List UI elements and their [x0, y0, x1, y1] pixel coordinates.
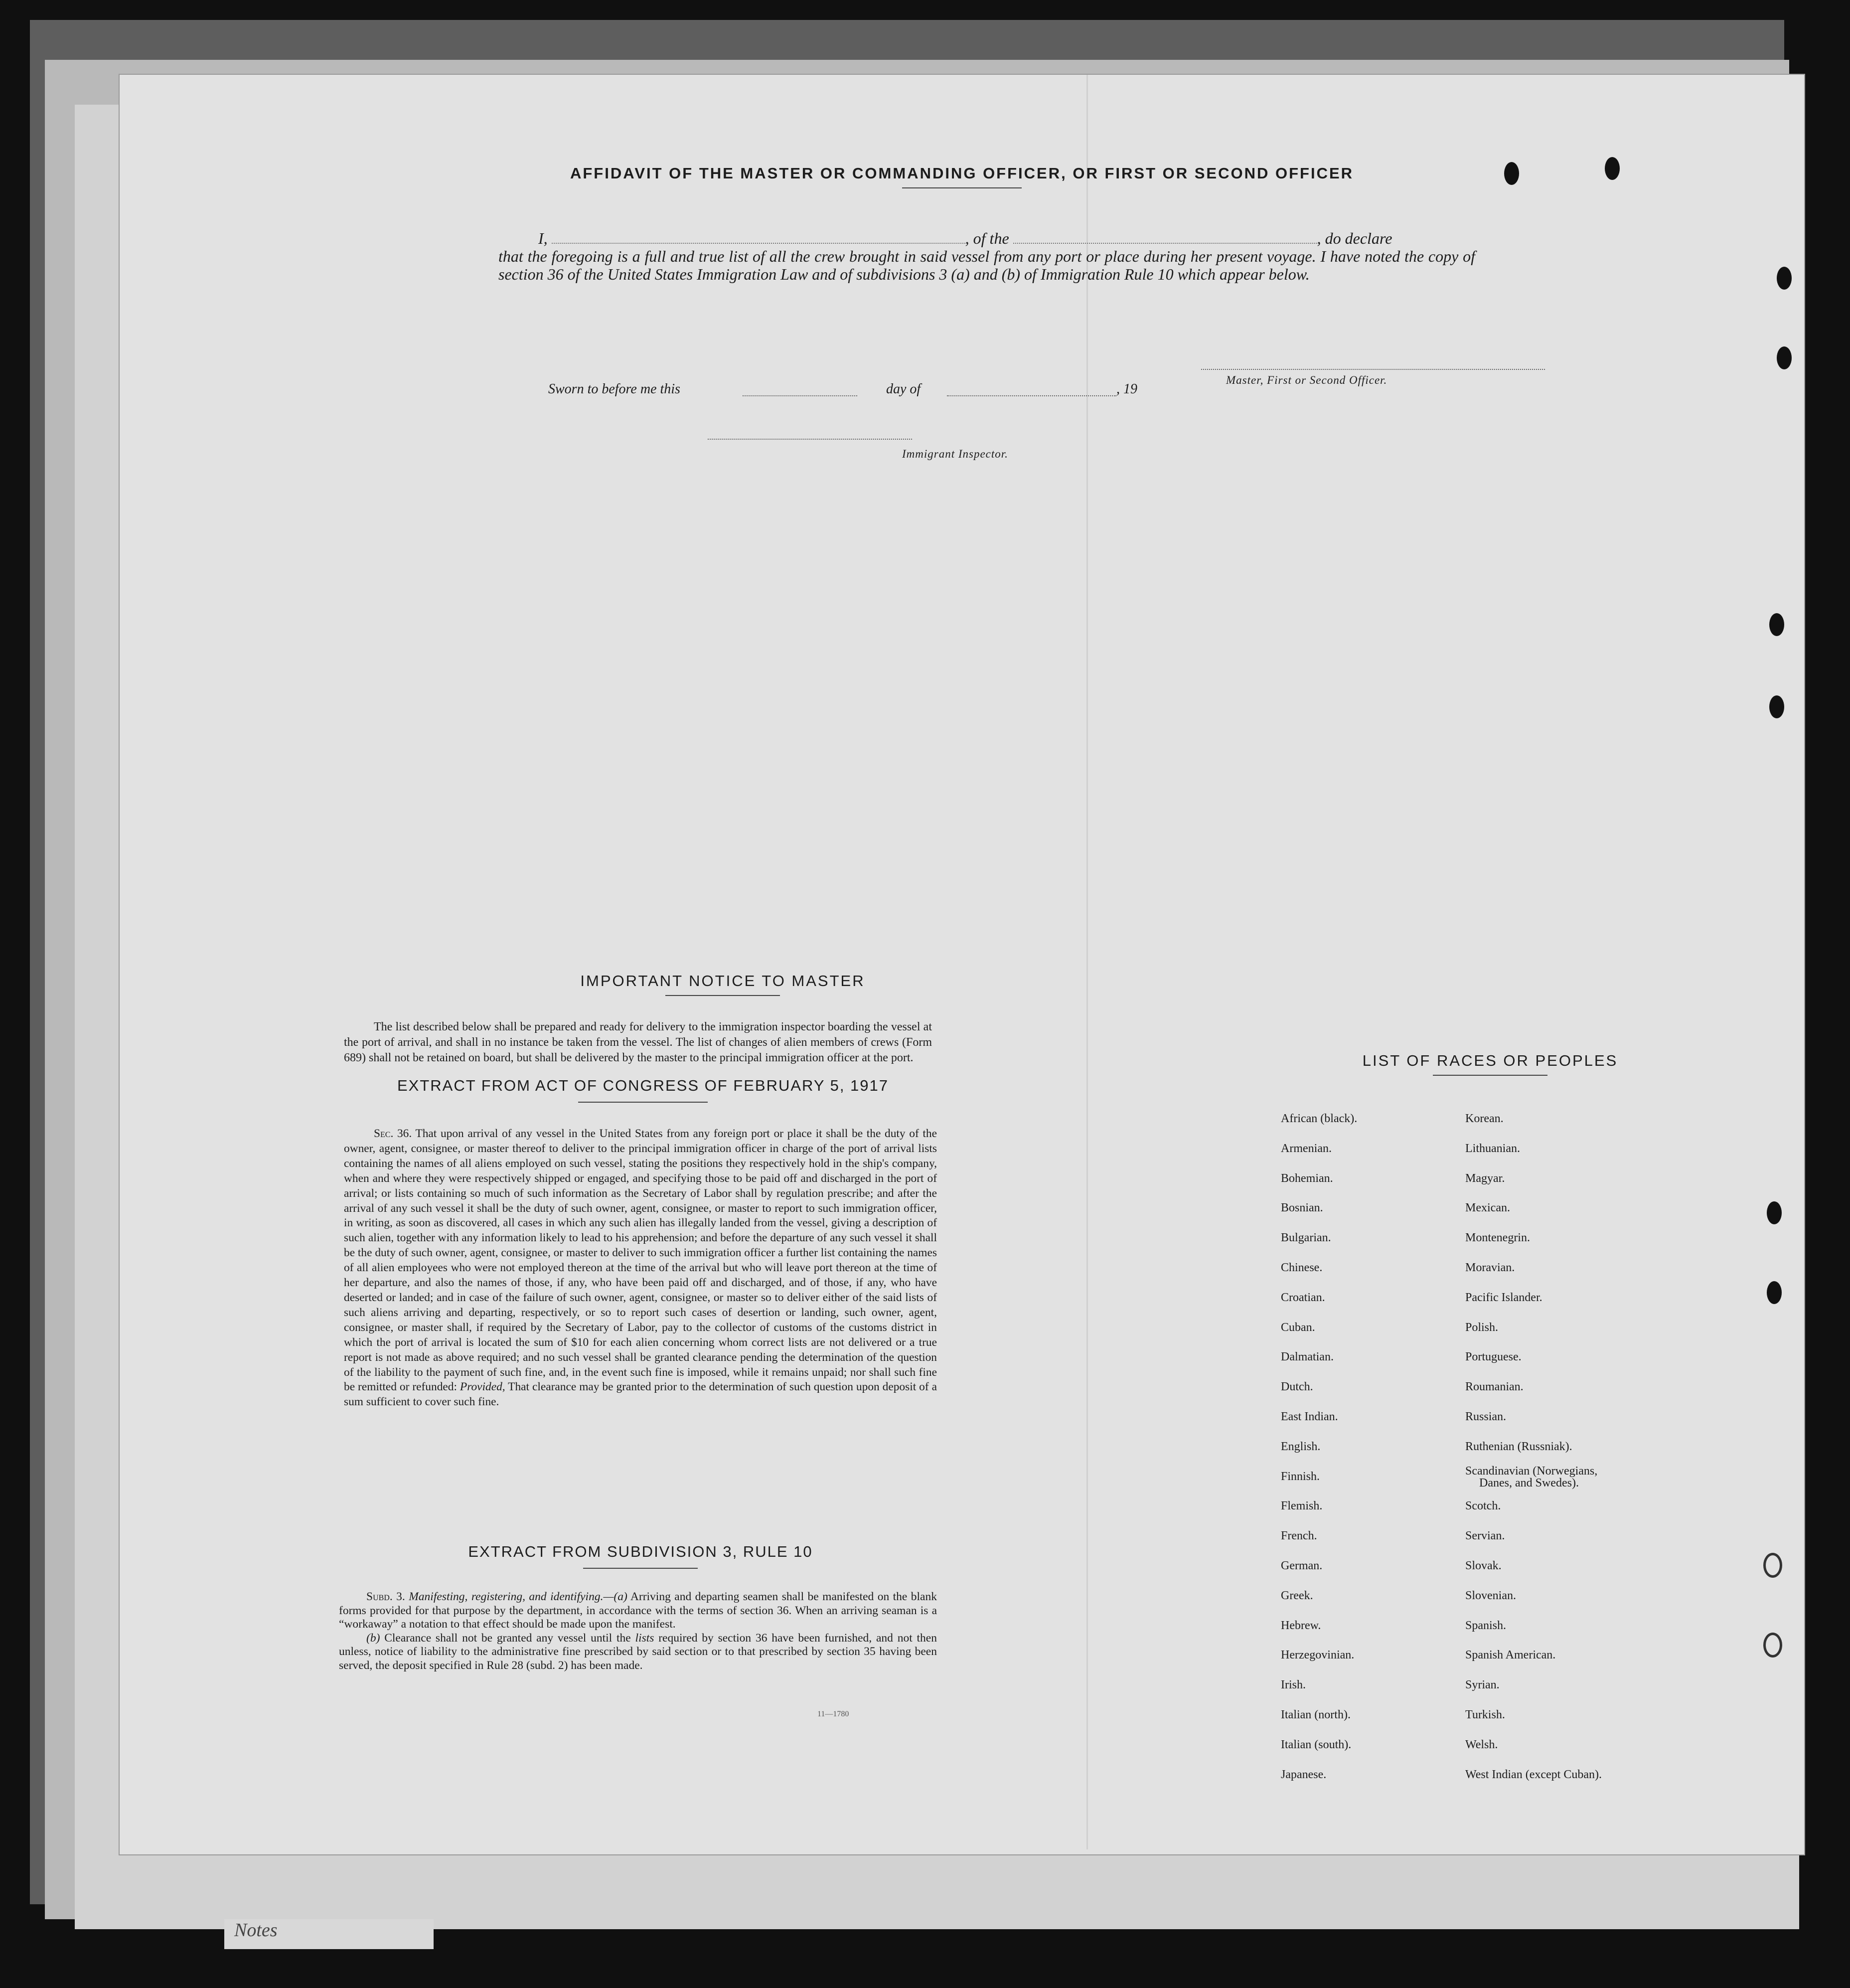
race-item: Dalmatian. [1281, 1350, 1334, 1364]
race-item: African (black). [1281, 1112, 1358, 1125]
affidavit-body [498, 229, 1475, 283]
officer-name-field[interactable] [552, 231, 965, 244]
race-item: Servian. [1465, 1529, 1505, 1543]
title-underline [583, 1568, 698, 1569]
form-number: 11—1780 [817, 1710, 849, 1718]
race-item: Scotch. [1465, 1499, 1501, 1513]
race-item: Pacific Islander. [1465, 1291, 1542, 1304]
race-item: Chinese. [1281, 1261, 1323, 1274]
race-item: Polish. [1465, 1321, 1499, 1334]
race-item: Roumanian. [1465, 1380, 1524, 1394]
race-item: Bohemian. [1281, 1171, 1333, 1185]
notice-title [498, 972, 947, 996]
race-item: Flemish. [1281, 1499, 1323, 1513]
affidavit-statement: that the foregoing is a full and true list of all the crew brought in said vessel from any port or place during her present voyage. I have noted the copy of section 36 of the United States Immigration Law and of subdivisions 3 (a) and (b) of Immigration Rule 10 which appear below. [498, 247, 1475, 283]
page-fold-line [1086, 75, 1088, 1849]
race-item: West Indian (except Cuban). [1465, 1768, 1602, 1781]
affidavit-declare-label: , do declare [1317, 229, 1392, 247]
title-underline [1433, 1075, 1547, 1076]
race-item: Spanish. [1465, 1619, 1507, 1632]
punch-hole [1763, 1553, 1782, 1578]
punch-hole [1769, 695, 1784, 718]
affidavit-title [568, 165, 1356, 188]
race-item: Japanese. [1281, 1768, 1327, 1781]
race-item: Italian (south). [1281, 1738, 1352, 1751]
notice-title-text: IMPORTANT NOTICE TO MASTER [580, 972, 865, 990]
inspector-caption: Immigrant Inspector. [902, 448, 1008, 460]
act-extract-title-text: EXTRACT FROM ACT OF CONGRESS OF FEBRUARY 5, 1917 [397, 1077, 889, 1094]
sworn-month-field[interactable] [947, 395, 1116, 396]
race-item: Italian (north). [1281, 1708, 1351, 1721]
section-text-end: That clearance may be granted prior to the determination of such question upon deposit of a sum sufficient to cover such fine. [344, 1380, 937, 1409]
race-item: Cuban. [1281, 1321, 1315, 1334]
race-item: Spanish American. [1465, 1649, 1556, 1662]
race-item: German. [1281, 1559, 1323, 1572]
punch-hole [1605, 157, 1620, 180]
sworn-label: Sworn to before me this [548, 381, 680, 397]
race-item: Irish. [1281, 1678, 1306, 1692]
affidavit-of-the-label: , of the [965, 229, 1009, 247]
rule-extract-title-text: EXTRACT FROM SUBDIVISION 3, RULE 10 [468, 1543, 813, 1560]
punch-hole [1777, 267, 1792, 290]
master-signature-line[interactable] [1201, 369, 1545, 370]
paragraph-b-lists: lists [635, 1631, 654, 1645]
affidavit-i-label: I, [538, 229, 548, 247]
rule-paragraph-b [339, 1632, 937, 1673]
rule-extract-title [344, 1543, 937, 1569]
rule-extract-body [339, 1590, 937, 1672]
race-item: Welsh. [1465, 1738, 1498, 1751]
race-item: East Indian. [1281, 1410, 1338, 1423]
race-item [1465, 1462, 1602, 1492]
manifest-page [120, 75, 1804, 1854]
provided-label: Provided, [460, 1380, 505, 1394]
race-item: Bosnian. [1281, 1201, 1323, 1215]
race-item: Slovak. [1465, 1559, 1502, 1572]
paragraph-b-text-end: required by section 36 have been furnished, and not then unless, notice of liability to the administrative fine prescribed by said section or to that prescribed by section 35 having been served, the deposit specified in Rule 28 (subd. 2) has been made. [339, 1631, 937, 1672]
act-extract-body [344, 1127, 937, 1410]
race-item: Korean. [1465, 1112, 1504, 1125]
year-label: , 19 [1116, 381, 1137, 397]
race-item: Croatian. [1281, 1291, 1325, 1304]
master-signature-caption: Master, First or Second Officer. [1226, 374, 1388, 386]
punch-hole [1769, 613, 1784, 636]
race-item: Montenegrin. [1465, 1231, 1530, 1245]
vessel-name-field[interactable] [1013, 231, 1317, 244]
paragraph-a-label: —(a) [603, 1590, 627, 1603]
race-item: Russian. [1465, 1410, 1507, 1423]
race-item: Dutch. [1281, 1380, 1313, 1394]
sworn-day-field[interactable] [743, 395, 857, 396]
title-underline [665, 995, 780, 996]
paragraph-b-label: (b) [366, 1631, 380, 1645]
race-item-line: Scandinavian (Norwegians, [1465, 1464, 1598, 1478]
punch-hole [1777, 346, 1792, 369]
race-item: Slovenian. [1465, 1589, 1516, 1602]
subdivision-label: Subd. 3. [366, 1590, 405, 1603]
punch-hole [1767, 1281, 1782, 1304]
punch-hole [1763, 1633, 1782, 1657]
inspector-signature-line[interactable] [708, 439, 912, 440]
race-item: Magyar. [1465, 1171, 1505, 1185]
notice-body: The list described below shall be prepared and ready for delivery to the immigration inspector boarding the vessel at the port of arrival, and shall in no instance be taken from the vessel. The list of changes of alien members of crews (Form 689) shall not be retained on board, but shall be delivered by the master to the principal immigration officer at the port. [344, 1020, 932, 1064]
affidavit-title-text: AFFIDAVIT OF THE MASTER OR COMMANDING OFFICER, OR FIRST OR SECOND OFFICER [570, 165, 1354, 182]
race-item: Armenian. [1281, 1142, 1332, 1155]
race-item: Syrian. [1465, 1678, 1500, 1692]
section-text: That upon arrival of any vessel in the United States from any foreign port or place it shall be the duty of the owner, agent, consignee, or master thereof to deliver to the principal immigration officer in charge of the port of arrival lists containing the names of all aliens employed on such vessel, stating the positions they respectively hold in the ship's company, when and where they were respectively shipped or engaged, and specifying those to be paid off and discharged in the port of arrival; or lists containing so much of such information as the Secretary of Labor shall by regulation prescribe; and after the arrival of any such vessel it shall be the duty of such owner, agent, consignee, or master to report to such immigration officer, in writing, as soon as discovered, all cases in which any such alien has illegally landed from the vessel, giving a description of such alien, together with any information likely to lead to his apprehension; and before the departure of any such vessel it shall be the duty of such owner, agent, consignee, or master to deliver to such immigration officer a further list containing the names of all alien employees who were not employed thereon at the time of the arrival but who will leave port thereon at the time of her departure, and also the names of those, if any, who have been paid off and discharged, and of those, if any, who have deserted or landed; and in case of the failure of such owner, agent, consignee, or master so to deliver either of the said lists of such aliens arriving and departing, respectively, or so to report such cases of desertion or landing, such owner, agent, consignee, or master shall, if required by the Secretary of Labor, pay to the collector of customs of the customs district in which the port of arrival is located the sum of $10 for each alien concerning whom correct lists are not delivered or a true report is not made as above required; and no such vessel shall be granted clearance pending the determination of the question of the liability to the payment of such fine, and, in the event such fine is imposed, while it remains unpaid; nor shall such fine be remitted or refunded: [344, 1127, 937, 1394]
rule-paragraph-a [339, 1590, 937, 1632]
race-item: Ruthenian (Russniak). [1465, 1440, 1572, 1453]
races-list-right [1465, 1104, 1602, 1790]
race-item: Portuguese. [1465, 1350, 1522, 1364]
punch-hole [1504, 162, 1519, 185]
race-item: English. [1281, 1440, 1321, 1453]
race-item: Mexican. [1465, 1201, 1510, 1215]
race-item: Bulgarian. [1281, 1231, 1331, 1245]
title-underline [902, 187, 1022, 188]
races-title [1266, 1052, 1714, 1076]
paragraph-b-text: Clearance shall not be granted any vessel until the [384, 1631, 631, 1645]
race-item-line: Danes, and Swedes). [1479, 1476, 1579, 1490]
race-item: Hebrew. [1281, 1619, 1321, 1632]
section-label: Sec. 36. [374, 1127, 412, 1140]
punch-hole [1767, 1201, 1782, 1224]
day-of-label: day of [886, 381, 921, 397]
race-item: Greek. [1281, 1589, 1313, 1602]
race-item: Herzegovinian. [1281, 1649, 1355, 1662]
race-item: Finnish. [1281, 1470, 1320, 1483]
race-item: Moravian. [1465, 1261, 1515, 1274]
race-item: Lithuanian. [1465, 1142, 1520, 1155]
race-item: French. [1281, 1529, 1317, 1543]
races-list-left [1281, 1104, 1357, 1790]
paragraph-a-text: Arriving and departing seamen shall be manifested on the blank forms provided for that purpose by the department, in accordance with the terms of section 36. When an arriving seaman is a “workaway” a notation to that effect should be made upon the manifest. [339, 1590, 937, 1631]
races-title-text: LIST OF RACES OR PEOPLES [1362, 1052, 1618, 1069]
notes-tab-label: Notes [224, 1919, 434, 1949]
act-extract-title [349, 1077, 937, 1103]
subdivision-heading: Manifesting, registering, and identifying. [409, 1590, 604, 1603]
race-item: Turkish. [1465, 1708, 1505, 1721]
title-underline [578, 1102, 708, 1103]
